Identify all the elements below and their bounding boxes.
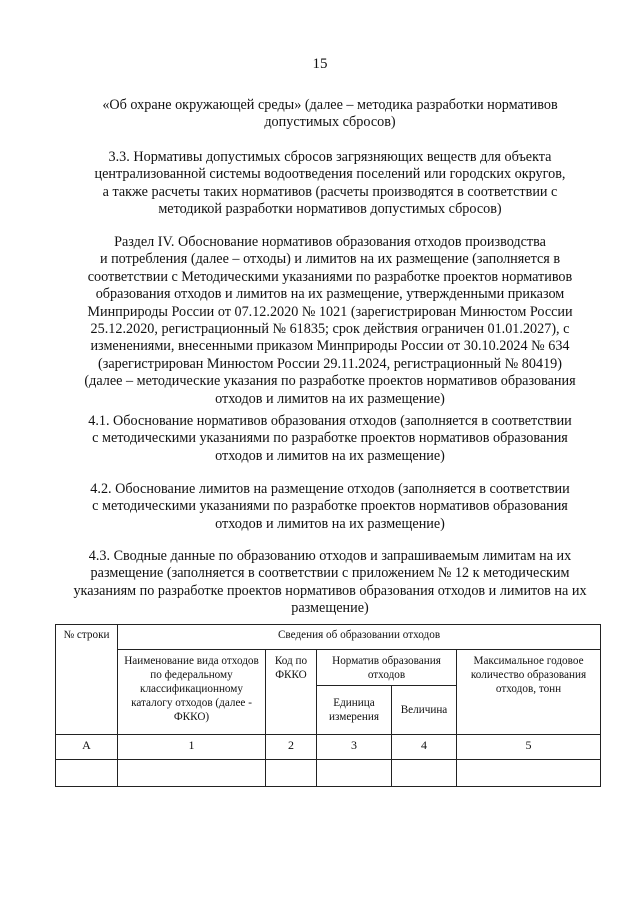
section-iv-heading: Раздел IV. Обоснование нормативов образования отходов производства и потребления (далее – отходы) и лимитов на их размещение (заполняется в соответствии с Методическими указаниями по разработке проектов нормативов образования отходов и лимитов на их размещение, утвержденными приказом Минприроды России от 07.12.2020 № 1021 (зарегистрирован Минюстом России 25.12.2020, регистрационный № 61835; срок действия ограничен 01.01.2027), с изменениями, внесенными приказом Минприроды России от 30.10.2024 № 634 (зарегистрирован Минюстом России 29.11.2024, регистрационный № 80419) (далее – методические указания по разработке проектов нормативов образования отходов и лимитов на их размещение) — [84, 234, 576, 407]
section-4-2: 4.2. Обоснование лимитов на размещение отходов (заполняется в соответствии с методическими указаниями по разработке проектов нормативов образования отходов и лимитов на их размещение) — [90, 481, 570, 532]
value-header: Величина — [392, 686, 457, 735]
fkko-code-header: Код по ФККО — [266, 650, 317, 735]
section-3-3: 3.3. Нормативы допустимых сбросов загрязняющих веществ для объекта централизованной системы водоотведения поселений или городских округов, а также расчеты таких нормативов (расчеты производятся в соответствии с методикой разработки нормативов допустимых сбросов) — [94, 149, 566, 218]
column-number-row — [56, 735, 601, 760]
table-cell — [317, 760, 392, 787]
norm-header: Норматив образования отходов — [317, 650, 457, 686]
page-number: 15 — [312, 56, 328, 72]
waste-name-header: Наименование вида отходов по федеральному классификационному каталогу отходов (далее - ФККО) — [118, 650, 266, 735]
table-header-row-1 — [56, 625, 601, 650]
table-cell — [56, 760, 118, 787]
waste-generation-table — [55, 624, 601, 787]
column-number-cell: 2 — [266, 735, 317, 760]
column-number-cell: 3 — [317, 735, 392, 760]
row-number-header: № строки — [56, 625, 118, 735]
section-4-3: 4.3. Сводные данные по образованию отходов и запрашиваемым лимитам на их размещение (заполняется в соответствии с приложением № 12 к методическим указаниям по разработке проектов нормативов образования отходов и лимитов на их размещение) — [73, 548, 587, 617]
table-row — [56, 760, 601, 787]
table-cell — [457, 760, 601, 787]
column-number-cell: 1 — [118, 735, 266, 760]
group-header: Сведения об образовании отходов — [118, 625, 601, 650]
section-4-1: 4.1. Обоснование нормативов образования отходов (заполняется в соответствии с методическими указаниями по разработке проектов нормативов образования отходов и лимитов на их размещение) — [88, 413, 572, 464]
max-annual-header: Максимальное годовое количество образования отходов, тонн — [457, 650, 601, 735]
paragraph-intro-continuation: «Об охране окружающей среды» (далее – методика разработки нормативов допустимых сбросов) — [102, 97, 558, 131]
table-cell — [392, 760, 457, 787]
table-cell — [266, 760, 317, 787]
unit-header: Единица измерения — [317, 686, 392, 735]
column-number-cell: 4 — [392, 735, 457, 760]
table-header-row-2 — [56, 650, 601, 686]
column-number-cell: 5 — [457, 735, 601, 760]
table-cell — [118, 760, 266, 787]
column-number-cell: А — [56, 735, 118, 760]
